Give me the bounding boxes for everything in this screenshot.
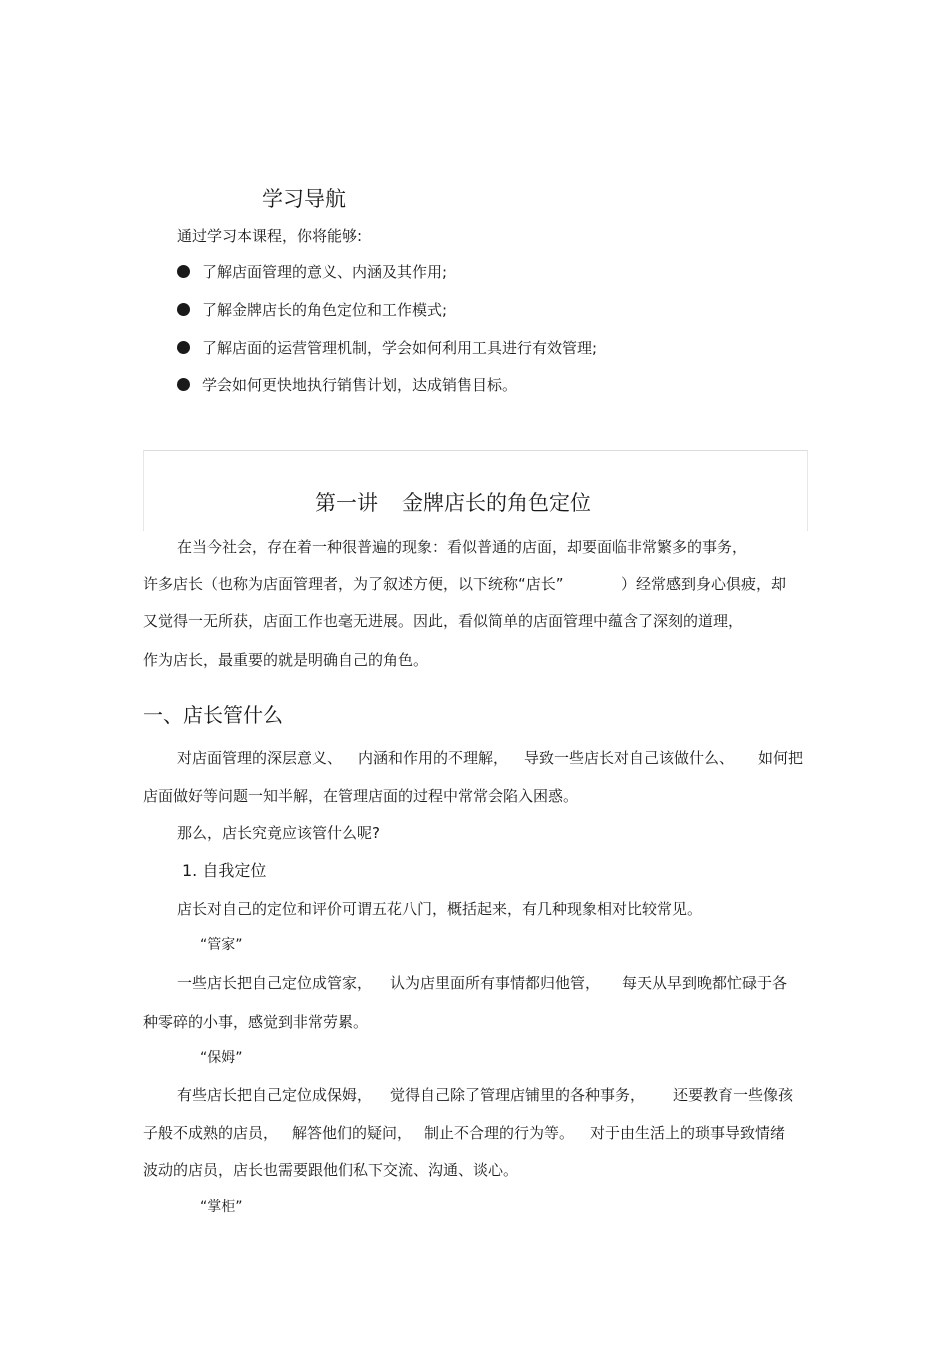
paragraph-line: 认为店里面所有事情都归他管， — [390, 974, 601, 992]
paragraph-line: 每天从早到晚都忙碌于各 — [622, 974, 788, 992]
bullet-icon — [177, 341, 190, 354]
paragraph-line: 如何把 — [758, 749, 804, 767]
paragraph-line: 有些店长把自己定位成保姆， — [177, 1086, 373, 1104]
bullet-icon — [177, 265, 190, 278]
role-heading-shopkeeper: “掌柜” — [200, 1199, 243, 1215]
list-item-text: 了解店面的运营管理机制，学会如何利用工具进行有效管理; — [202, 339, 598, 357]
paragraph-line: 对店面管理的深层意义、 — [177, 749, 343, 767]
lecture-name: 金牌店长的角色定位 — [402, 491, 591, 515]
role-heading-steward: “管家” — [200, 937, 243, 953]
paragraph-line: 种零碎的小事，感觉到非常劳累。 — [143, 1013, 369, 1031]
paragraph-line: 一些店长把自己定位成管家， — [177, 974, 373, 992]
paragraph-line: 那么，店长究竟应该管什么呢? — [177, 824, 380, 842]
bullet-icon — [177, 303, 190, 316]
learning-nav-intro: 通过学习本课程，你将能够: — [177, 227, 363, 245]
lecture-number: 第一讲 — [315, 491, 378, 515]
subsection-heading: 1. 自我定位 — [182, 861, 267, 880]
section-heading: 一、店长管什么 — [143, 703, 283, 727]
paragraph-line: 又觉得一无所获，店面工作也毫无进展。因此，看似简单的店面管理中蕴含了深刻的道理， — [143, 612, 744, 630]
paragraph-line: 店面做好等问题一知半解，在管理店面的过程中常常会陷入困惑。 — [143, 787, 579, 805]
learning-nav-title: 学习导航 — [262, 187, 346, 211]
lecture-title — [315, 489, 591, 517]
role-heading-nanny: “保姆” — [200, 1050, 243, 1066]
paragraph-line: 还要教育一些像孩 — [673, 1086, 794, 1104]
paragraph-line: 在当今社会，存在着一种很普遍的现象：看似普通的店面，却要面临非常繁多的事务， — [177, 538, 748, 556]
paragraph-line: 波动的店员，店长也需要跟他们私下交流、沟通、谈心。 — [143, 1161, 519, 1179]
paragraph-line: 对于由生活上的琐事导致情绪 — [590, 1124, 786, 1142]
paragraph-line: 制止不合理的行为等。 — [424, 1124, 575, 1142]
list-item-text: 学会如何更快地执行销售计划，达成销售目标。 — [202, 376, 518, 394]
list-item-text: 了解金牌店长的角色定位和工作模式; — [202, 301, 448, 319]
paragraph-line: 作为店长，最重要的就是明确自己的角色。 — [143, 651, 429, 669]
bullet-icon — [177, 378, 190, 391]
paragraph-line: 子般不成熟的店员， — [143, 1124, 279, 1142]
paragraph-line: 店长对自己的定位和评价可谓五花八门，概括起来，有几种现象相对比较常见。 — [177, 900, 703, 918]
paragraph-line: 解答他们的疑问， — [292, 1124, 413, 1142]
paragraph-line: ）经常感到身心俱疲，却 — [621, 575, 787, 593]
paragraph-line: 导致一些店长对自己该做什么、 — [524, 749, 735, 767]
paragraph-line: 内涵和作用的不理解， — [358, 749, 509, 767]
paragraph-line: 许多店长（也称为店面管理者，为了叙述方便，以下统称“店长” — [143, 575, 564, 593]
list-item-text: 了解店面管理的意义、内涵及其作用; — [202, 263, 448, 281]
paragraph-line: 觉得自己除了管理店铺里的各种事务， — [390, 1086, 646, 1104]
